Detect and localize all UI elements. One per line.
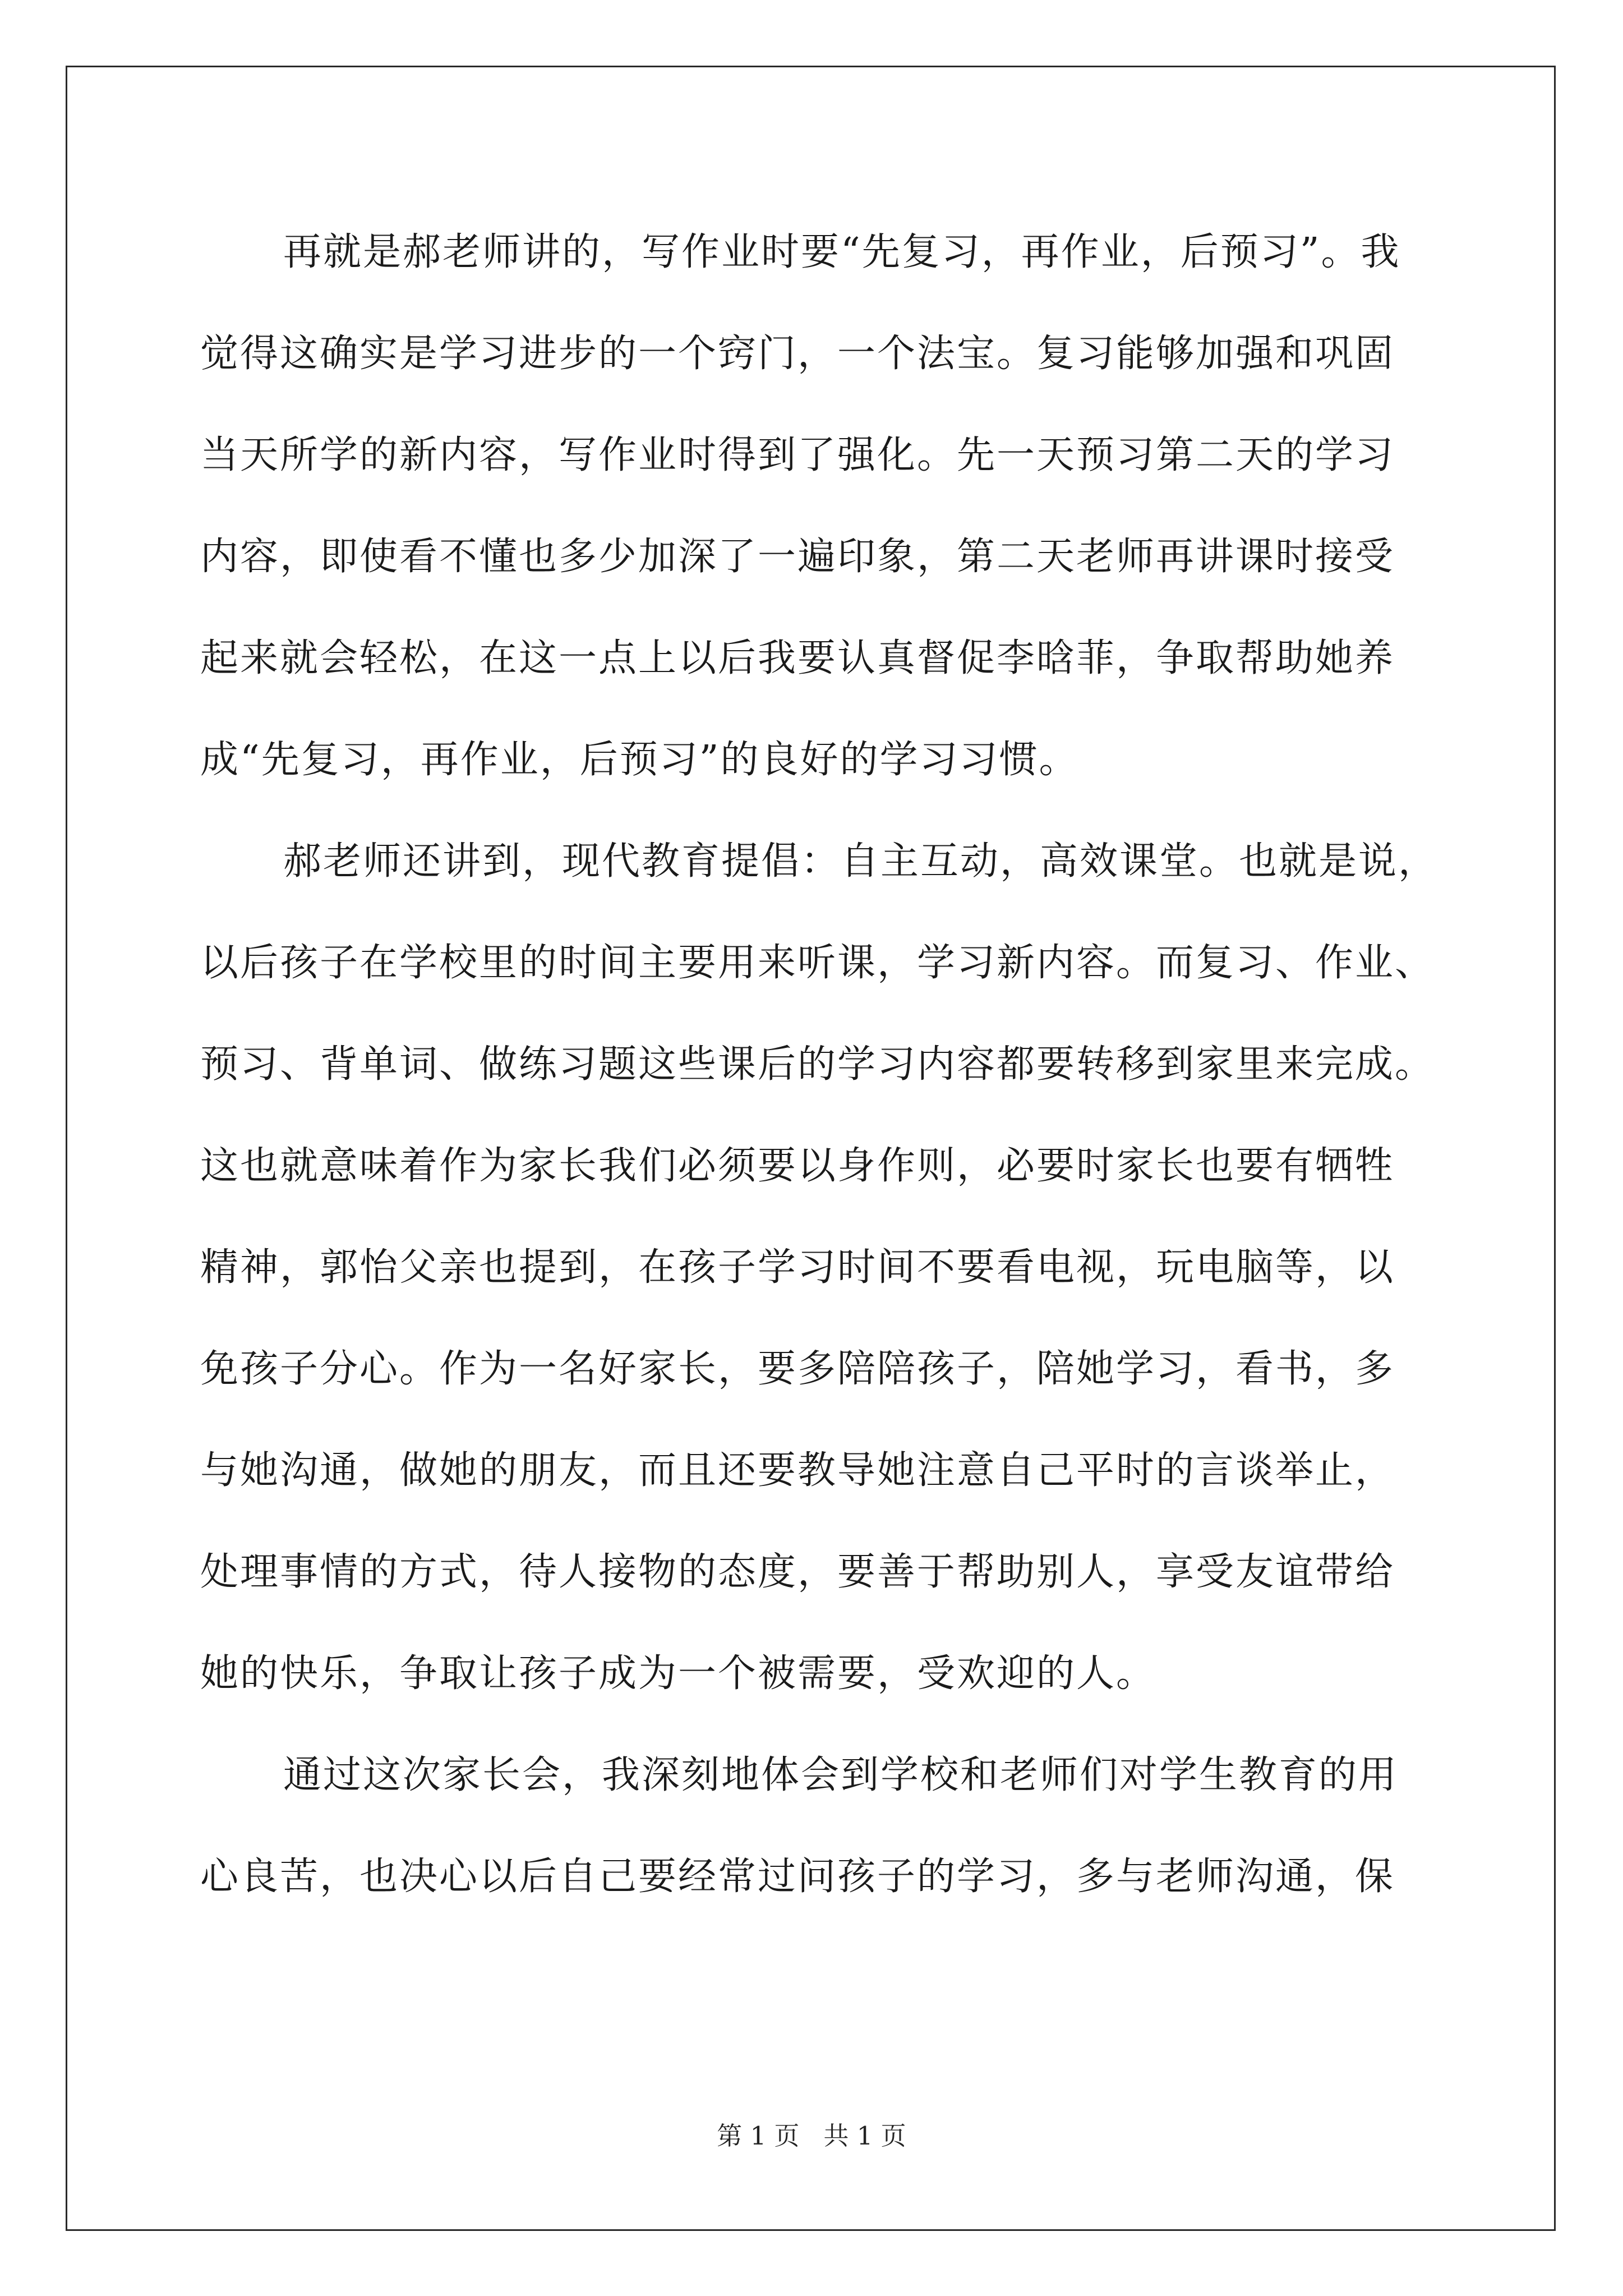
text-line: 心良苦，也决心以后自己要经常过问孩子的学习，多与老师沟通，保 [200, 1855, 1395, 1899]
text-line: 她的快乐，争取让孩子成为一个被需要，受欢迎的人。 [200, 1651, 1156, 1696]
text-line: 以后孩子在学校里的时间主要用来听课，学习新内容。而复习、作业、 [200, 941, 1435, 985]
text-line: 通过这次家长会，我深刻地体会到学校和老师们对学生教育的用 [283, 1753, 1399, 1797]
text-line: 处理事情的方式，待人接物的态度，要善于帮助别人，享受友谊带给 [200, 1550, 1395, 1594]
text-line: 觉得这确实是学习进步的一个窍门，一个法宝。复习能够加强和巩固 [200, 332, 1395, 376]
text-line: 再就是郝老师讲的，写作业时要“先复习，再作业，后预习”。我 [283, 230, 1401, 274]
text-line: 郝老师还讲到，现代教育提倡：自主互动，高效课堂。也就是说， [283, 839, 1438, 884]
text-line: 内容，即使看不懂也多少加深了一遍印象，第二天老师再讲课时接受 [200, 535, 1395, 579]
text-line: 预习、背单词、做练习题这些课后的学习内容都要转移到家里来完成。 [200, 1042, 1435, 1087]
text-line: 起来就会轻松，在这一点上以后我要认真督促李晗菲，争取帮助她养 [200, 636, 1395, 680]
text-line: 精神，郭怡父亲也提到，在孩子学习时间不要看电视，玩电脑等，以 [200, 1245, 1395, 1290]
text-line: 免孩子分心。作为一名好家长，要多陪陪孩子，陪她学习，看书，多 [200, 1347, 1395, 1391]
text-line: 成“先复习，再作业，后预习”的良好的学习习惯。 [200, 738, 1079, 782]
document-body [200, 219, 1438, 1945]
page-footer: 第 1 页 共 1 页 [717, 2121, 906, 2151]
text-line: 与她沟通，做她的朋友，而且还要教导她注意自己平时的言谈举止， [200, 1448, 1395, 1493]
text-line: 当天所学的新内容，写作业时得到了强化。先一天预习第二天的学习 [200, 433, 1395, 477]
text-line: 这也就意味着作为家长我们必须要以身作则，必要时家长也要有牺牲 [200, 1144, 1395, 1188]
